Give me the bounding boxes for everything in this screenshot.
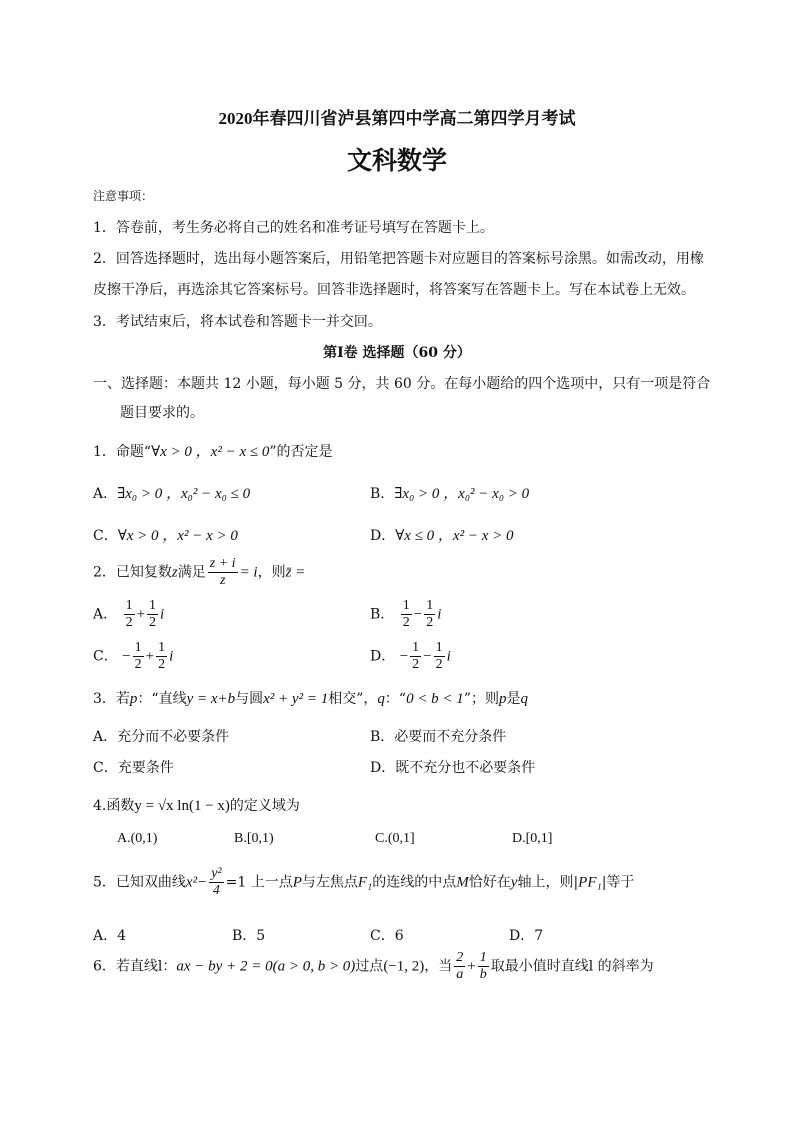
q5-stem [93,866,634,899]
q5-P: P [292,874,302,891]
q2-option-a-label: A． [93,606,118,623]
q5-fraction [209,866,223,899]
q2-c-plus: + [145,648,155,665]
q6-stem-c: ，当 [424,958,453,975]
q1-stem-a: 1．命题“ [93,444,152,460]
q3-option-c[interactable]: C．充要条件 [93,760,174,776]
q3-option-d[interactable]: D．既不充分也不必要条件 [370,760,536,776]
q3-q: q [377,691,385,707]
q2-option-d[interactable] [370,640,451,673]
q1-option-b-label: B． [370,486,395,502]
q2-a-frac1-den: 2 [125,615,133,630]
q3-q2: q [520,691,528,707]
q2-b-frac2-num: 1 [426,598,434,613]
q2-a-frac1-num: 1 [125,598,133,613]
q1-stem-math: ∀x > 0 ，x² − x ≤ 0 [151,444,270,460]
exam-title: 2020年春四川省泸县第四中学高二第四学月考试 [218,109,576,128]
q6-line-eq: ax − by + 2 = 0(a > 0, b > 0) [176,958,356,975]
q3-stem [93,688,528,708]
q2-fraction [208,556,238,589]
q2-option-d-label: D． [370,648,396,665]
section-instruction [93,373,710,393]
q3-stem-f: ”；则 [463,691,499,707]
q2-d-minus2: − [423,648,432,665]
q1-option-c-math: ∀x > 0 ，x² − x > 0 [117,528,238,544]
q5-stem-g: |等于 [601,874,635,891]
q5-stem-b: =1 上一点 [225,874,293,891]
q4-stem-b: 的定义域为 [229,798,300,814]
q5-stem-a: 5．已知双曲线 [93,874,186,891]
section-instruction-line2: 题目要求的。 [120,405,204,421]
q1-option-d[interactable] [370,524,513,545]
q2-stem-b: 满足 [177,564,206,581]
section-title: 第Ⅰ卷 选择题（60 分） [323,345,471,361]
q2-a-frac2-den: 2 [149,615,157,630]
q2-stem-c: ，则 [257,564,286,581]
q2-d-frac2-num: 1 [435,640,443,655]
q2-d-frac1-den: 2 [412,657,420,672]
q2-b-minus: − [413,606,423,623]
q2-c-frac1-den: 2 [134,657,142,672]
q2-c-i: i [169,648,174,665]
q2-d-minus1: − [399,648,409,665]
q2-c-frac2-den: 2 [158,657,166,672]
q6-frac1-den: a [456,967,464,982]
q4-option-a[interactable]: A.(0,1) [117,831,158,846]
q3-stem-b: ：“直线 [137,691,187,707]
q2-option-b[interactable] [370,598,441,631]
q2-d-frac2-den: 2 [435,657,443,672]
q6-stem-d: 取最小值时直线l 的斜率为 [490,958,654,975]
q1-option-b[interactable] [370,482,529,503]
q5-option-a[interactable]: A．4 [93,928,127,944]
q3-stem-c: 与圆 [235,691,264,707]
q2-option-b-label: B． [370,606,395,623]
q2-a-frac1 [124,598,135,631]
q5-frac-num: y² [211,866,222,881]
q2-b-i: i [437,606,442,623]
q4-option-d[interactable]: D.[0,1] [512,831,553,846]
q2-zbar: z̄ = [285,564,306,581]
q6-stem-b: 过点 [355,958,384,975]
q4-func: y = √x ln(1 − x) [134,798,230,814]
q3-line-eq: y = x+b [186,691,236,707]
q2-c-frac2-num: 1 [158,640,166,655]
q2-a-plus: + [136,606,146,623]
q5-stem-c: 与左焦点 [301,874,358,891]
q6-stem-a: 6．若直线l： [93,958,177,975]
q1-option-d-label: D． [370,528,396,544]
q3-option-a[interactable]: A．充分而不必要条件 [93,729,230,745]
notice-item-1: 1．答卷前，考生务必将自己的姓名和准考证号填写在答题卡上。 [93,220,494,236]
notice-item-3: 3．考试结束后，将本试卷和答题卡一并交回。 [93,314,382,330]
q2-d-frac2 [434,640,445,673]
notice-item-2-cont: 皮擦干净后，再选涂其它答案标号。回答非选择题时，将答案写在答题卡上。写在本试卷上无效。 [93,282,695,298]
q1-option-a-label: A． [93,486,118,502]
q2-d-i: i [446,648,451,665]
q2-a-i: i [160,606,165,623]
q1-option-a-math: ∃x₀ > 0 ，x₀² − x₀ ≤ 0 [117,486,251,502]
q2-b-frac2-den: 2 [426,615,434,630]
exam-subtitle: 文科数学 [346,146,447,175]
q2-b-frac1-num: 1 [402,598,410,613]
q3-option-b[interactable]: B．必要而不充分条件 [370,729,507,745]
notice-heading: 注意事项： [93,189,154,203]
q2-c-frac1-num: 1 [134,640,142,655]
q6-stem [93,950,654,983]
q6-frac2 [478,950,489,983]
q6-frac1 [454,950,465,983]
q1-option-d-math: ∀x ≤ 0 ，x² − x > 0 [395,528,514,544]
q2-c-frac2 [156,640,167,673]
q6-frac2-num: 1 [479,950,487,965]
q3-stem-e: ：“ [384,691,407,707]
q2-a-frac2-num: 1 [149,598,157,613]
q2-a-frac2 [147,598,158,631]
q2-var-z: z [171,564,178,581]
q1-stem [93,440,333,461]
q5-M: M [456,874,469,891]
q2-option-c[interactable] [93,640,173,673]
q6-point: (−1, 2) [383,958,425,975]
q5-F1: F₁ [357,874,373,891]
q1-stem-b: ”的否定是 [269,444,333,460]
q2-frac-den: z [219,573,226,588]
section-instruction-line1: 一、选择题：本题共 12 小题，每小题 5 分，共 60 分。在每小题给的四个选项中，只有一项是符合 [93,376,711,392]
q3-stem-g: 是 [506,691,521,707]
q5-PF1: PF₁ [578,874,602,891]
q2-stem [93,556,305,589]
q1-option-a[interactable] [93,482,250,503]
q3-p: p [129,691,138,707]
q6-plus: + [467,958,476,975]
q2-eq-i: = i [239,564,258,581]
q5-frac-den: 4 [212,883,220,898]
q2-b-frac1 [401,598,412,631]
q2-frac-num: z + i [209,556,236,571]
q3-stem-a: 3．若 [93,691,130,707]
q2-b-frac2 [424,598,435,631]
q2-option-a[interactable] [93,598,164,631]
q2-b-frac1-den: 2 [402,615,410,630]
q5-stem-d: 的连线的中点 [372,874,457,891]
q2-option-c-label: C． [93,648,118,665]
q5-option-d[interactable]: D．7 [509,928,544,944]
q5-stem-e: 恰好在 [468,874,511,891]
q2-c-minus: − [122,648,131,665]
q3-p2: p [498,691,507,707]
q5-x2: x²− [185,874,208,891]
q4-stem [93,795,300,815]
q5-y: y [510,874,518,891]
q2-d-frac1 [410,640,421,673]
q6-frac2-den: b [479,967,487,982]
q5-option-c[interactable]: C．6 [370,928,404,944]
q2-stem-a: 2．已知复数 [93,564,172,581]
q6-frac1-num: 2 [456,950,464,965]
notice-item-2: 2．回答选择题时，选出每小题答案后，用铅笔把答题卡对应题目的答案标号涂黑。如需改动，用橡 [93,251,704,267]
q3-ineq: 0 < b < 1 [406,691,464,707]
q2-c-frac1 [133,640,144,673]
q5-stem-f: 轴上，则| [517,874,579,891]
q4-option-c[interactable]: C.(0,1] [375,831,415,846]
q3-circle-eq: x² + y² = 1 [263,691,329,707]
q4-stem-a: 4.函数 [93,798,135,814]
q1-option-c[interactable] [93,524,238,545]
q5-option-b[interactable]: B．5 [232,928,266,944]
q4-option-b[interactable]: B.[0,1) [234,831,274,846]
q3-stem-d: 相交”， [328,691,378,707]
q2-d-frac1-num: 1 [412,640,420,655]
q1-option-b-math: ∃x₀ > 0 ，x₀² − x₀ > 0 [394,486,530,502]
q1-option-c-label: C． [93,528,118,544]
